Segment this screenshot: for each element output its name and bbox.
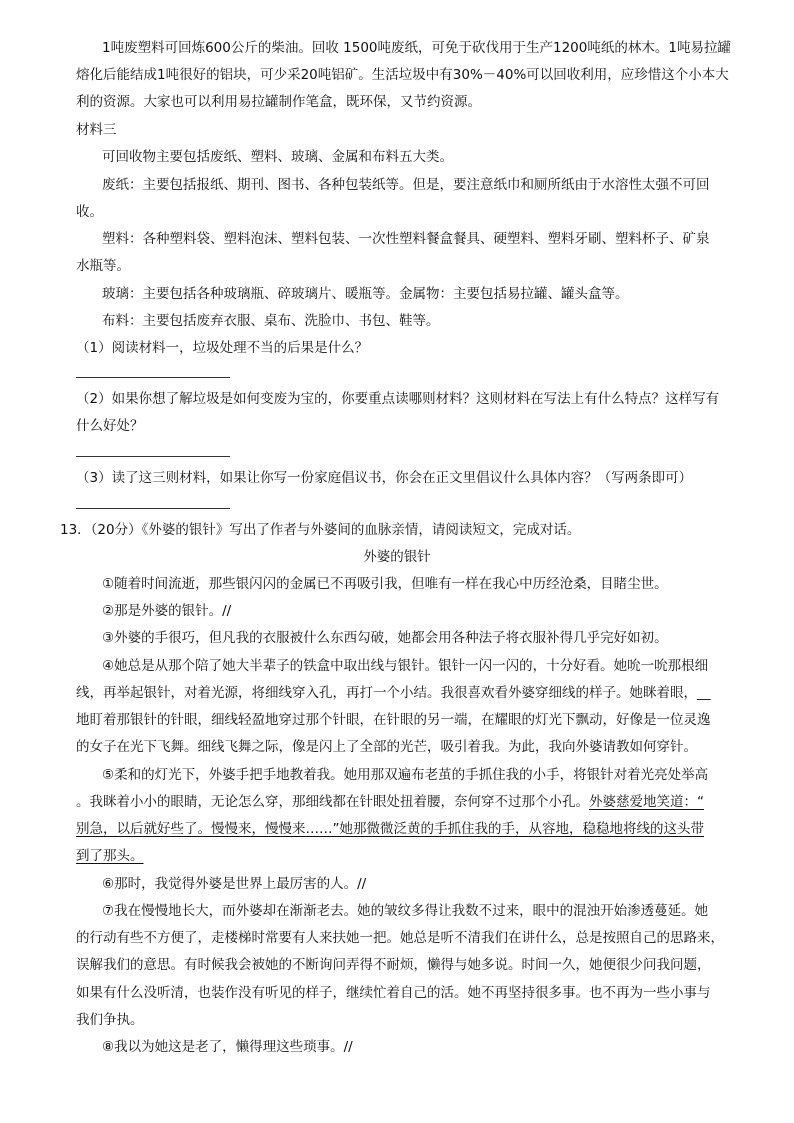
question-2-line-2: 什么好处？ (76, 418, 144, 434)
paragraph-7-line-4: 如果有什么没听清，也装作没有听见的样子，继续忙着自己的活。她不再坚持很多事。也不再为一些小事与 (76, 985, 711, 1001)
question-13-header: 13．（20分）《外婆的银针》写出了作者与外婆间的血脉亲情，请阅读短文，完成对话。 (60, 522, 581, 538)
material3-line-3: 收。 (76, 204, 103, 220)
material3-line-7: 布料：主要包括废弃衣服、桌布、洗脸巾、书包、鞋等。 (102, 313, 440, 329)
answer-blank-2[interactable] (76, 456, 230, 457)
material2-line-3: 利的资源。大家也可以利用易拉罐制作笔盒，既环保，又节约资源。 (76, 94, 481, 110)
paragraph-5-line-2-text: 。我眯着小小的眼睛，无论怎么穿，那细线都在针眼处扭着腰，奈何穿不过那个小孔。 (76, 794, 589, 810)
material3-line-4: 塑料：各种塑料袋、塑料泡沫、塑料包装、一次性塑料餐盒餐具、硬塑料、塑料牙刷、塑料杯子、矿泉 (102, 231, 710, 247)
material3-line-1: 可回收物主要包括废纸、塑料、玻璃、金属和布料五大类。 (102, 149, 453, 165)
answer-blank-3[interactable] (76, 508, 230, 509)
question-1: （1）阅读材料一，垃圾处理不当的后果是什么？ (76, 340, 369, 356)
paragraph-4-line-2-text: 线，再举起银针，对着光源，将细线穿入孔，再打一个小结。我很喜欢看外婆穿细线的样子。她眯着眼， (76, 685, 697, 701)
paragraph-6: ⑥那时，我觉得外婆是世界上最厉害的人。// (102, 876, 367, 892)
material3-line-6: 玻璃：主要包括各种玻璃瓶、碎玻璃片、暖瓶等。金属物：主要包括易拉罐、罐头盒等。 (102, 286, 629, 302)
answer-blank-1[interactable] (76, 377, 230, 378)
paragraph-4-line-1: ④她总是从那个陪了她大半辈子的铁盒中取出线与银针。银针一闪一闪的，十分好看。她吮一吮那根细 (102, 658, 709, 674)
material3-heading: 材料三 (76, 122, 117, 138)
underlined-sentence-end: 到了那头。 (76, 848, 144, 864)
paragraph-4-line-2 (76, 683, 711, 703)
paragraph-5-line-1: ⑤柔和的灯光下，外婆手把手地教着我。她用那双遍布老茧的手抓住我的小手，将银针对着光亮处举高 (102, 767, 709, 783)
question-2-line-1: （2）如果你想了解垃圾是如何变废为宝的，你要重点读哪则材料？这则材料在写法上有什么特点？这样写有 (76, 391, 720, 407)
paragraph-5-line-2 (76, 792, 704, 812)
passage-title: 外婆的银针 (363, 549, 431, 565)
paragraph-7-line-2: 的行动有些不方便了，走楼梯时常要有人来扶她一把。她总是听不清我们在讲什么，总是按照自己的思路来， (76, 930, 724, 946)
paragraph-7-line-1: ⑦我在慢慢地长大，而外婆却在渐渐老去。她的皱纹多得让我数不过来，眼中的混浊开始渗透蔓延。她 (102, 903, 709, 919)
underlined-sentence-middle: 别急，以后就好些了。慢慢来，慢慢来……”她那微微泛黄的手抓住我的手，从容地，稳稳地将线的这头带 (76, 821, 704, 837)
paragraph-3: ③外婆的手很巧，但凡我的衣服被什么东西勾破，她都会用各种法子将衣服补得几乎完好如初。 (102, 630, 668, 646)
material3-line-5: 水瓶等。 (76, 258, 130, 274)
fill-in-blank[interactable]: __ (697, 685, 711, 701)
material3-line-2: 废纸：主要包括报纸、期刊、图书、各种包装纸等。但是，要注意纸巾和厕所纸由于水溶性太强不可回 (102, 177, 710, 193)
paragraph-1: ①随着时间流逝，那些银闪闪的金属已不再吸引我，但唯有一样在我心中历经沧桑，目睹尘世。 (102, 576, 668, 592)
paragraph-2: ②那是外婆的银针。// (102, 603, 232, 619)
material2-line-1: 1吨废塑料可回炼600公斤的柴油。回收 1500吨废纸，可免于砍伐用于生产1200吨纸的林木。1吨易拉罐 (102, 40, 731, 56)
paragraph-4-line-3: 地盯着那银针的针眼，细线轻盈地穿过那个针眼，在针眼的另一端，在耀眼的灯光下飘动，好像是一位灵逸 (76, 712, 711, 728)
paragraph-7-line-5: 我们争执。 (76, 1012, 144, 1028)
underlined-sentence-start: 外婆慈爱地笑道：“ (589, 794, 704, 810)
paragraph-4-line-4: 的女子在光下飞舞。细线飞舞之际，像是闪上了全部的光芒，吸引着我。为此，我向外婆请教如何穿针。 (76, 739, 697, 755)
paragraph-7-line-3: 误解我们的意思。有时候我会被她的不断询问弄得不耐烦，懒得与她多说。时间一久，她便很少问我问题， (76, 957, 711, 973)
question-3: （3）读了这三则材料，如果让你写一份家庭倡议书，你会在正文里倡议什么具体内容？（写两条即可） (76, 470, 693, 486)
material2-line-2: 熔化后能结成1吨很好的铝块，可少采20吨铝矿。生活垃圾中有30%－40%可以回收利用，应珍惜这个小本大 (76, 67, 729, 83)
paragraph-8: ⑧我以为她这是老了，懒得理这些琐事。// (102, 1039, 353, 1055)
